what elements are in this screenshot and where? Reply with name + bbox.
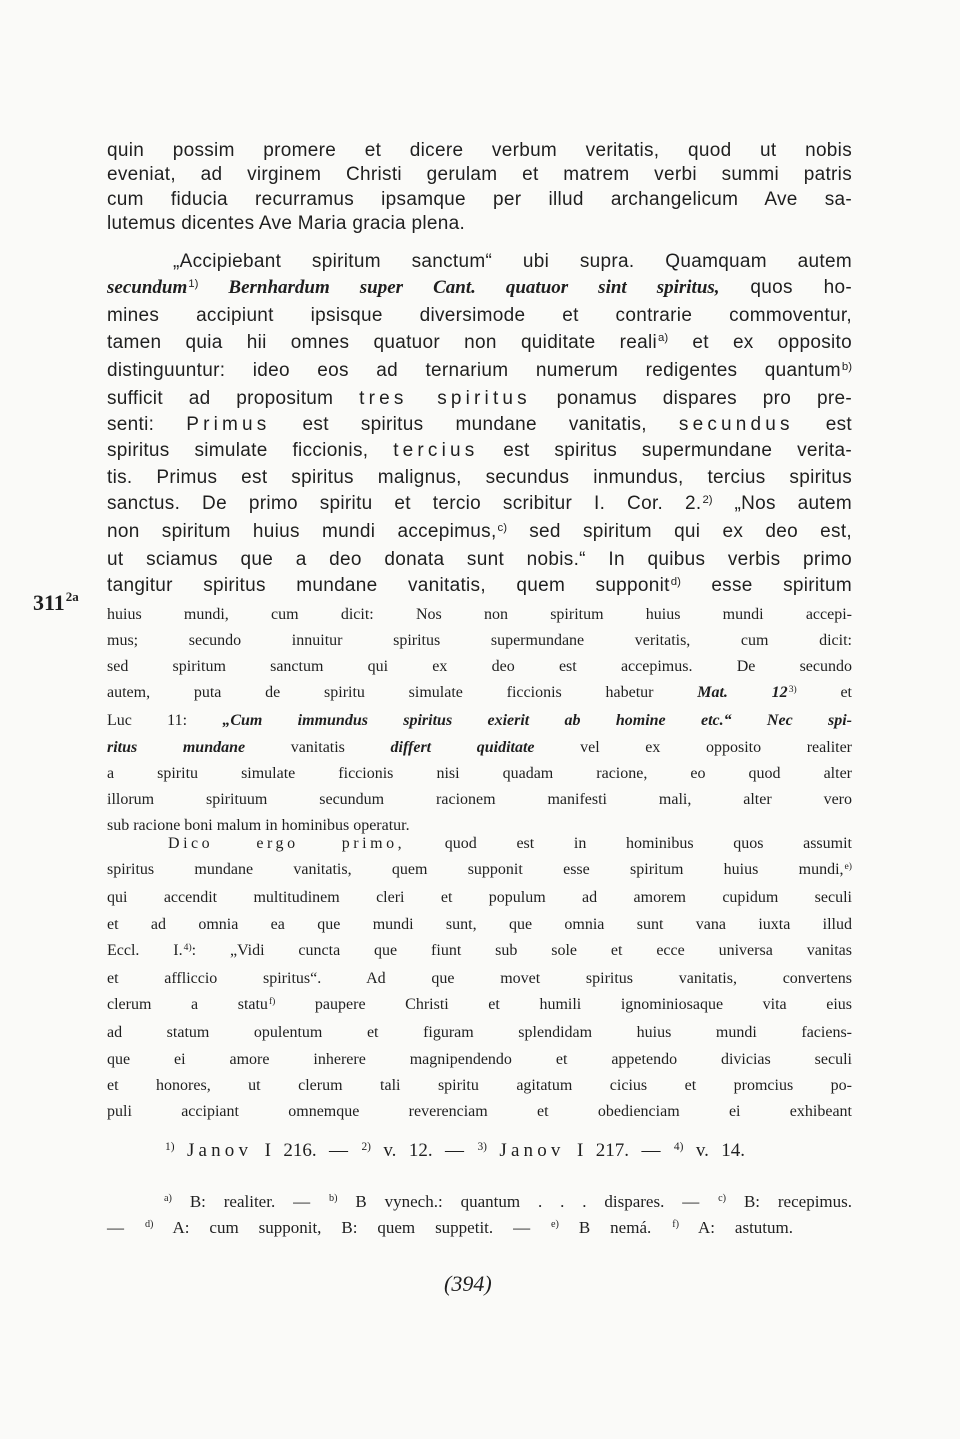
text-segment: spiritus mundane vanitatis, quem supponit esse spiritum huius mundi, (107, 861, 844, 879)
text-line (107, 1073, 852, 1099)
text-segment: illorum spirituum secundum racionem manifesti mali, alter vero (107, 791, 852, 809)
text-segment: A: cum supponit, B: quem suppetit. — (153, 1218, 551, 1237)
text-line (107, 386, 852, 412)
text-segment: sub racione boni malum in hominibus operatur. (107, 817, 410, 835)
text-segment: senti: (107, 414, 187, 436)
text-line (107, 602, 852, 628)
note-reference: 2) (702, 493, 713, 506)
text-line (107, 163, 852, 187)
note-reference: 4) (183, 941, 192, 953)
spaced-text: Janov (499, 1140, 565, 1161)
text-segment: qui accendit multitudinem cleri et populum ad amorem cupidum seculi (107, 889, 852, 907)
text-segment: mus; secundo innuitur spiritus supermundane veritatis, cum dicit: (107, 631, 852, 649)
note-reference: d) (670, 576, 681, 589)
text-line (107, 303, 852, 329)
text-segment: et (796, 684, 852, 702)
text-line (107, 912, 852, 938)
text-line (107, 654, 852, 680)
text-segment: B: realiter. — (171, 1192, 328, 1211)
text-line (107, 708, 852, 734)
text-line (107, 358, 852, 386)
text-segment: quin possim promere et dicere verbum veritatis, quod ut nobis (107, 140, 852, 161)
text-segment: quod est in hominibus quos assumit (405, 835, 852, 852)
spaced-text: tres spiritus (359, 388, 531, 410)
text-segment: lutemus dicentes Ave Maria gracia plena. (107, 213, 466, 235)
paragraph (107, 139, 852, 237)
text-segment: ponamus dispares pro pre- (530, 388, 852, 410)
footnote-line (164, 1139, 745, 1165)
italic-text: Bernhardum super Cant. quatuor sint spiritus, (198, 277, 720, 299)
text-segment: paupere Christi et humili ignominiosaque vita eius (275, 996, 852, 1014)
text-segment: clerum a statu (107, 996, 268, 1014)
text-segment: — (107, 1218, 144, 1237)
note-reference: a) (164, 1193, 172, 1205)
text-line (107, 1020, 852, 1046)
text-segment: I 216. — (252, 1140, 361, 1161)
text-line (107, 438, 852, 464)
text-segment: puli accipiant omnemque reverenciam et obedienciam ei exhibeant (107, 1103, 852, 1121)
note-reference: 1) (165, 1140, 175, 1153)
paragraph (107, 831, 852, 1125)
text-segment: eveniat, ad virginem Christi gerulam et matrem verbi summi patris (107, 164, 852, 186)
text-segment: I 217. — (564, 1140, 673, 1161)
italic-text: differt quiditate (390, 738, 535, 756)
text-line (107, 1047, 852, 1073)
note-reference: a) (658, 332, 669, 345)
note-reference: d) (144, 1219, 154, 1231)
text-segment: distinguuntur: ideo eos ad ternarium numerum redigentes quantum (107, 359, 841, 381)
text-line (107, 212, 852, 236)
text-segment: : „Vidi cuncta que fiunt sub sole et ecce universa vanitas (191, 941, 853, 959)
note-reference: 1) (188, 277, 199, 290)
text-segment: ut sciamus que a deo donata sunt nobis.“ In quibus verbis primo (107, 549, 852, 571)
text-segment: a spiritu simulate ficcionis nisi quadam racione, eo quod alter (107, 764, 852, 782)
spaced-text: Janov (186, 1140, 253, 1161)
text-segment: „Accipiebant spiritum sanctum“ ubi supra. Quamquam autem (173, 251, 852, 272)
text-line (107, 992, 852, 1020)
text-segment: sed spiritum qui ex deo est, (507, 521, 852, 543)
text-line (107, 1099, 852, 1125)
text-line (107, 330, 852, 358)
note-reference: f) (268, 995, 276, 1007)
text-segment: et ad omnia ea que mundi sunt, que omnia sunt vana iuxta illud (107, 915, 852, 933)
note-reference: e) (551, 1219, 559, 1231)
note-reference: c) (497, 521, 508, 534)
text-segment: A: astutum. (678, 1218, 794, 1237)
spaced-text: Primus (186, 414, 271, 436)
italic-text: Mat. 12 (697, 684, 788, 702)
text-segment: tis. Primus est spiritus malignus, secundus inmundus, tercius spiritus (107, 466, 852, 488)
text-segment: et affliccio spiritus“. Ad que movet spiritus vanitatis, convertens (107, 970, 852, 988)
text-segment: mines accipiunt ipsisque diversimode et contrarie commoventur, (107, 305, 852, 327)
note-reference: b) (329, 1193, 338, 1205)
text-segment: et honores, ut clerum tali spiritu agitatum cicius et promcius po- (107, 1076, 852, 1094)
text-segment: esse spiritum (680, 575, 852, 597)
text-segment: spiritus simulate ficcionis, (107, 440, 394, 462)
text-segment: sanctus. De primo spiritu et tercio scribitur I. Cor. 2. (107, 492, 702, 514)
text-segment: „Nos autem (712, 492, 852, 514)
text-line (107, 885, 852, 911)
text-segment: Luc 11: (107, 712, 223, 730)
margin-page-reference (33, 590, 79, 619)
text-segment: et ex opposito (668, 331, 853, 353)
spaced-text: tercius (393, 440, 479, 462)
note-reference: 2) (361, 1140, 371, 1153)
text-line (107, 249, 852, 275)
text-segment: sufficit ad propositum (107, 388, 360, 410)
text-segment: Eccl. I. (107, 941, 183, 959)
text-line (107, 628, 852, 654)
note-reference: 3) (477, 1140, 487, 1153)
text-segment: B nemá. (558, 1218, 672, 1237)
text-segment: que ei amore inherere magnipendendo et appetendo divicias seculi (107, 1050, 852, 1068)
text-line (107, 573, 852, 601)
text-segment: quos ho- (719, 277, 853, 299)
text-segment (487, 1140, 499, 1161)
text-line (107, 831, 852, 857)
text-line (107, 787, 852, 813)
note-reference: 3) (788, 683, 797, 695)
text-line (107, 188, 852, 212)
text-segment (175, 1140, 187, 1161)
text-segment: cum fiducia recurramus ipsamque per illud archangelicum Ave sa- (107, 188, 852, 210)
text-line (107, 412, 852, 438)
critical-apparatus (107, 1190, 852, 1242)
note-reference: 4) (673, 1140, 684, 1153)
text-line (107, 857, 852, 885)
italic-text: secundum (107, 277, 188, 299)
note-reference: b) (841, 360, 852, 373)
note-reference: c) (718, 1193, 727, 1205)
margin-page-number: 311 (33, 590, 65, 615)
text-line (107, 465, 852, 491)
paragraph (107, 249, 852, 839)
italic-text: „Cum immundus spiritus exierit ab homine etc.“ Nec spi- (222, 712, 852, 730)
text-line (107, 519, 852, 547)
text-segment: sed spiritum sanctum qui ex deo est accepimus. De secundo (107, 658, 852, 676)
text-line (107, 966, 852, 992)
text-segment: B: recepimus. (726, 1192, 852, 1211)
text-segment: est (793, 414, 853, 436)
text-segment: tamen quia hii omnes quatuor non quiditate reali (107, 331, 658, 353)
text-segment: est spiritus supermundane verita- (478, 440, 852, 462)
text-segment: vel ex opposito realiter (534, 738, 853, 756)
margin-page-sup: 2a (65, 589, 79, 604)
text-line (107, 680, 852, 708)
text-segment: vanitatis (245, 738, 391, 756)
text-segment: huius mundi, cum dicit: Nos non spiritum huius mundi accepi- (107, 605, 852, 623)
text-line (107, 938, 852, 966)
italic-text: ritus mundane (107, 738, 246, 756)
note-reference: f) (672, 1219, 679, 1231)
text-line (107, 1190, 852, 1216)
text-segment: v. 14. (683, 1140, 746, 1161)
text-line (107, 547, 852, 573)
text-segment: tangitur spiritus mundane vanitatis, quem supponit (107, 575, 670, 597)
text-segment: non spiritum huius mundi accepimus, (107, 521, 497, 543)
text-line (107, 735, 852, 761)
spaced-text: secundus (678, 414, 794, 436)
text-segment: B vynech.: quantum . . . dispares. — (337, 1192, 718, 1211)
text-segment: autem, puta de spiritu simulate ficcionis habetur (107, 684, 698, 702)
text-segment: est spiritus mundane vanitatis, (270, 414, 679, 436)
spaced-text: Dico ergo primo, (168, 835, 406, 852)
text-line (107, 139, 852, 163)
page-number: (394) (444, 1271, 492, 1296)
text-segment: ad statum opulentum et figuram splendidam huius mundi faciens- (107, 1024, 852, 1042)
text-line (107, 491, 852, 519)
text-line (107, 761, 852, 787)
text-line (107, 1216, 793, 1242)
text-segment: v. 12. — (370, 1140, 477, 1161)
text-line (107, 275, 852, 303)
note-reference: e) (844, 860, 852, 872)
